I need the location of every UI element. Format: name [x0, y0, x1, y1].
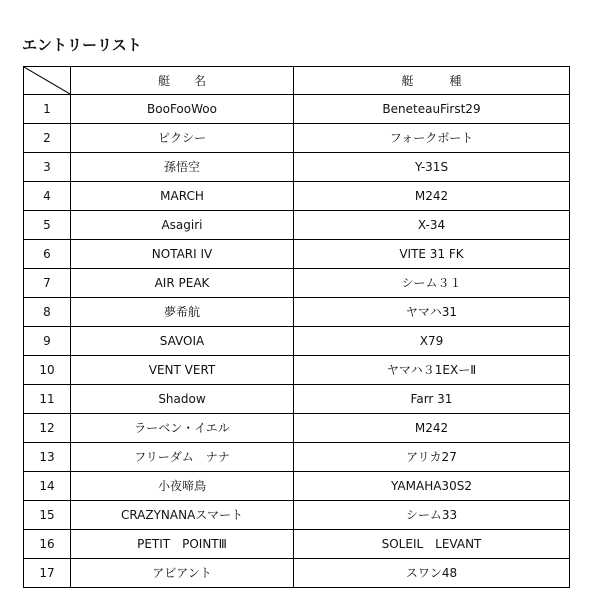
entry-number-cell: 1	[24, 95, 71, 124]
boat-name-cell: BooFooWoo	[71, 95, 294, 124]
boat-type-header: 艇 種	[294, 67, 570, 95]
boat-name-header: 艇 名	[71, 67, 294, 95]
table-row	[24, 211, 570, 240]
table-row	[24, 443, 570, 472]
boat-name-cell: フリーダム ナナ	[71, 443, 294, 472]
boat-name-cell: VENT VERT	[71, 356, 294, 385]
boat-name-cell: Asagiri	[71, 211, 294, 240]
boat-name-cell: AIR PEAK	[71, 269, 294, 298]
table-row	[24, 182, 570, 211]
boat-type-cell: Farr 31	[294, 385, 570, 414]
table-row	[24, 414, 570, 443]
boat-name-cell: PETIT POINTⅢ	[71, 530, 294, 559]
entry-number-cell: 8	[24, 298, 71, 327]
entry-number-cell: 10	[24, 356, 71, 385]
entry-number-cell: 4	[24, 182, 71, 211]
entry-number-cell: 13	[24, 443, 71, 472]
entry-number-cell: 7	[24, 269, 71, 298]
boat-type-cell: VITE 31 FK	[294, 240, 570, 269]
boat-name-cell: Shadow	[71, 385, 294, 414]
table-row	[24, 501, 570, 530]
boat-name-cell: SAVOIA	[71, 327, 294, 356]
boat-type-cell: スワン48	[294, 559, 570, 588]
entry-list-table	[23, 66, 570, 588]
table-row	[24, 356, 570, 385]
boat-type-cell: X79	[294, 327, 570, 356]
boat-name-cell: 小夜啼鳥	[71, 472, 294, 501]
entry-number-cell: 11	[24, 385, 71, 414]
entry-number-cell: 6	[24, 240, 71, 269]
boat-type-cell: Y-31S	[294, 153, 570, 182]
boat-name-cell: CRAZYNANAスマート	[71, 501, 294, 530]
diagonal-line-icon	[24, 67, 70, 94]
boat-type-cell: YAMAHA30S2	[294, 472, 570, 501]
boat-type-cell: フォークボート	[294, 124, 570, 153]
entry-number-cell: 12	[24, 414, 71, 443]
boat-name-cell: 夢希航	[71, 298, 294, 327]
entry-number-cell: 2	[24, 124, 71, 153]
table-row	[24, 298, 570, 327]
table-row	[24, 95, 570, 124]
table-row	[24, 327, 570, 356]
boat-type-cell: ヤマハ３1EXーⅡ	[294, 356, 570, 385]
entry-number-cell: 3	[24, 153, 71, 182]
page-title: エントリーリスト	[22, 36, 142, 54]
boat-type-cell: シーム33	[294, 501, 570, 530]
entry-number-cell: 17	[24, 559, 71, 588]
boat-type-cell: M242	[294, 182, 570, 211]
boat-name-cell: アビアント	[71, 559, 294, 588]
boat-name-cell: ピクシー	[71, 124, 294, 153]
entry-number-cell: 5	[24, 211, 71, 240]
table-row	[24, 269, 570, 298]
boat-type-cell: X-34	[294, 211, 570, 240]
table-row	[24, 472, 570, 501]
boat-type-cell: シーム３１	[294, 269, 570, 298]
boat-type-cell: アリカ27	[294, 443, 570, 472]
table-row	[24, 530, 570, 559]
entry-number-cell: 16	[24, 530, 71, 559]
table-row	[24, 240, 570, 269]
entry-number-cell: 15	[24, 501, 71, 530]
table-row	[24, 124, 570, 153]
boat-name-cell: 孫悟空	[71, 153, 294, 182]
table-row	[24, 153, 570, 182]
boat-name-cell: MARCH	[71, 182, 294, 211]
boat-type-cell: BeneteauFirst29	[294, 95, 570, 124]
table-row	[24, 385, 570, 414]
boat-type-cell: M242	[294, 414, 570, 443]
boat-name-cell: NOTARI IV	[71, 240, 294, 269]
entry-number-cell: 14	[24, 472, 71, 501]
entry-number-cell: 9	[24, 327, 71, 356]
table-row	[24, 559, 570, 588]
boat-type-cell: ヤマハ31	[294, 298, 570, 327]
boat-type-cell: SOLEIL LEVANT	[294, 530, 570, 559]
corner-cell	[24, 67, 71, 95]
header-row	[24, 67, 570, 95]
boat-name-cell: ラーベン・イエル	[71, 414, 294, 443]
